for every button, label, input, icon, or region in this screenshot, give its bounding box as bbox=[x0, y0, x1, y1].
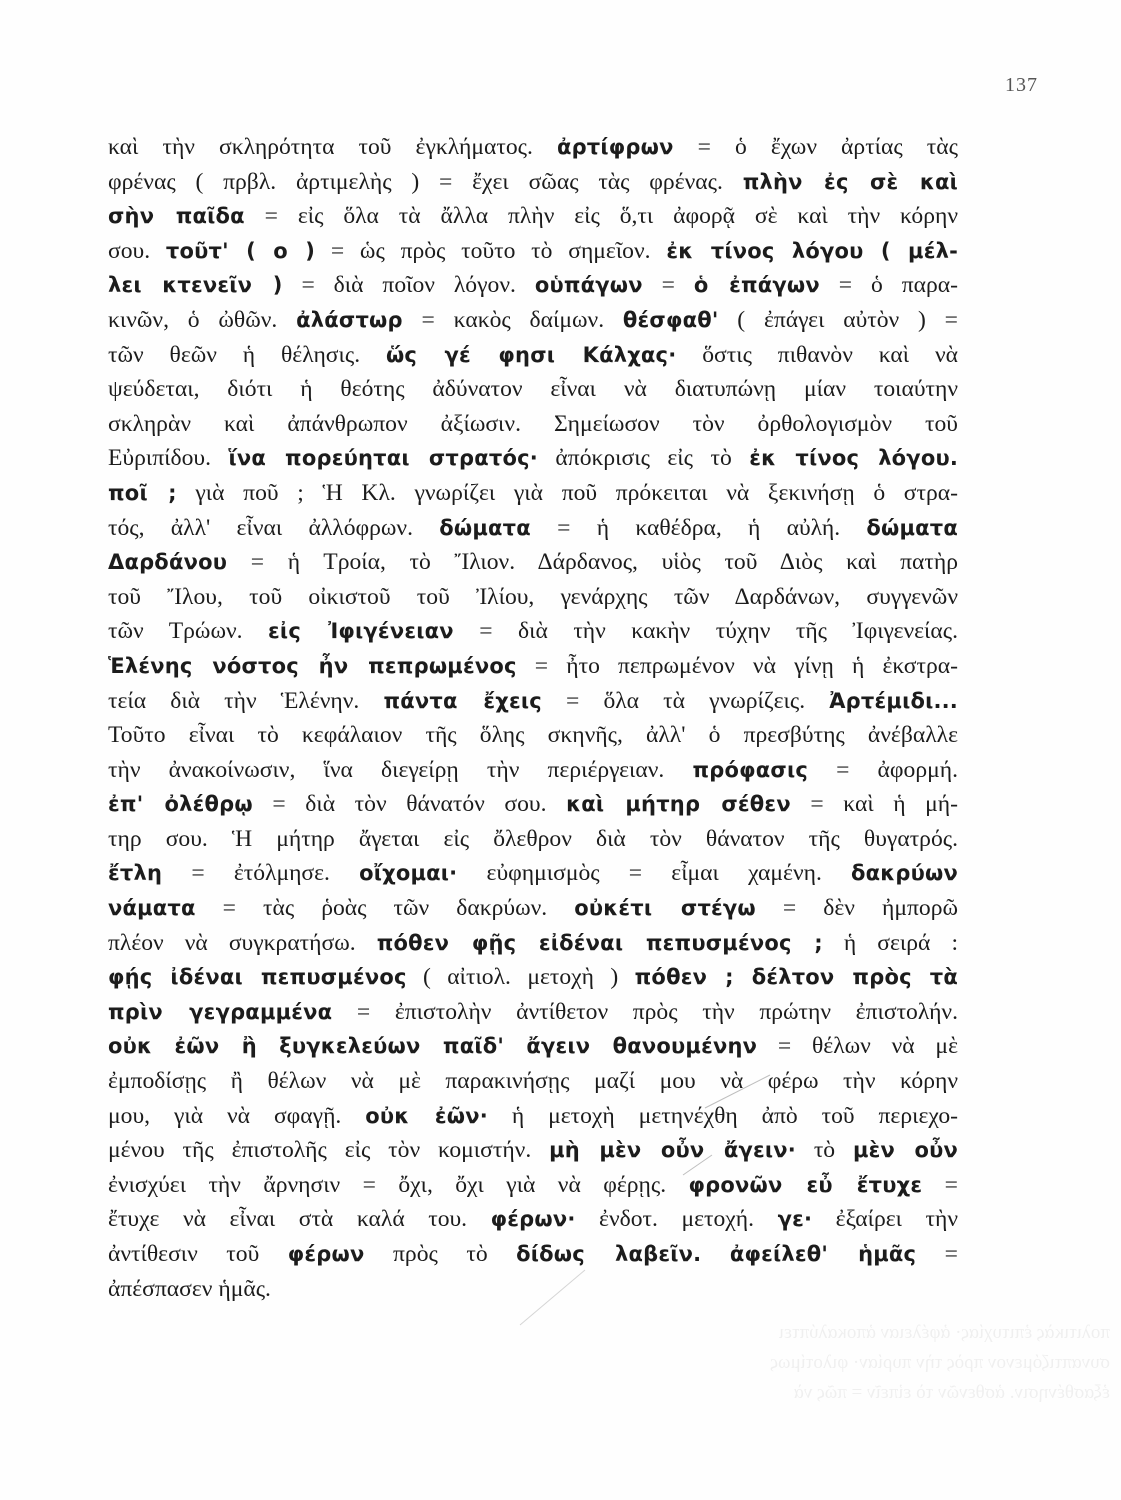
lemma-term: τοῦτ' ( ο ) bbox=[165, 238, 316, 263]
gloss-text: = θέλων νὰ μὲ bbox=[757, 1033, 958, 1060]
lemma-term: δώματα bbox=[866, 515, 958, 540]
text-line bbox=[108, 614, 958, 649]
gloss-text: γιὰ ποῦ ; Ἡ Κλ. γνωρίζει γιὰ ποῦ πρόκειται νὰ ξεκινήσῃ ὁ στρα- bbox=[176, 479, 958, 506]
gloss-text: = ἡ Τροία, τὸ Ἴλιον. Δάρδανος, υἱὸς τοῦ Διὸς καὶ πατὴρ bbox=[227, 549, 958, 576]
text-line bbox=[108, 822, 958, 857]
gloss-text: ὅστις πιθανὸν καὶ νὰ bbox=[676, 341, 958, 368]
gloss-text: = ὁ ἔχων ἀρτίας τὰς bbox=[673, 134, 958, 160]
gloss-text: μου, γιὰ νὰ σφαγῇ. bbox=[108, 1102, 366, 1129]
lemma-term: θέσφαθ' bbox=[622, 307, 719, 332]
lemma-term: ἐκ τίνος λόγου ( μέλ- bbox=[666, 238, 958, 263]
gloss-text: ( αἰτιολ. μετοχὴ ) bbox=[406, 964, 635, 991]
text-line bbox=[108, 545, 958, 580]
lemma-term: οὐκ ἐῶν· bbox=[365, 1103, 488, 1128]
lemma-term: δακρύων bbox=[851, 861, 958, 886]
lemma-term: σὴν παῖδα bbox=[108, 204, 245, 229]
gloss-text: = bbox=[916, 1241, 958, 1267]
text-line bbox=[108, 441, 958, 476]
text-line bbox=[108, 407, 958, 442]
lemma-term: ἀφείλεθ' ἡμᾶς bbox=[729, 1242, 917, 1266]
lemma-term: οἴχομαι· bbox=[359, 861, 458, 886]
lemma-term: ἔτλη bbox=[108, 861, 163, 886]
gloss-text: ἐμποδίσῃς ἢ θέλων νὰ μὲ παρακινήσῃς μαζί μου νὰ φέρω τὴν κόρην bbox=[108, 1068, 958, 1095]
lemma-term: εἰς Ἰφιγένειαν bbox=[268, 619, 454, 644]
gloss-text: ἡ μετοχὴ μετηνέχθη ἀπὸ τοῦ περιεχο- bbox=[487, 1102, 958, 1129]
commentary-text bbox=[108, 130, 958, 1306]
text-line bbox=[108, 1272, 958, 1307]
gloss-text: εὐφημισμὸς = εἶμαι χαμένη. bbox=[457, 860, 852, 887]
text-line bbox=[108, 199, 958, 234]
text-line bbox=[108, 165, 958, 200]
text-line bbox=[108, 303, 958, 338]
text-line bbox=[108, 130, 958, 165]
gloss-text: τοῦ Ἴλου, τοῦ οἰκιστοῦ τοῦ Ἰλίου, γενάρχης τῶν Δαρδάνων, συγγενῶν bbox=[108, 583, 958, 610]
text-line bbox=[108, 234, 958, 269]
gloss-text: = τὰς ῥοὰς τῶν δακρύων. bbox=[195, 895, 575, 922]
gloss-text: τὴν ἀνακοίνωσιν, ἵνα διεγείρῃ τὴν περιέργειαν. bbox=[108, 756, 693, 783]
gloss-text: = bbox=[922, 1171, 958, 1198]
gloss-text: ( ἐπάγει αὐτὸν ) = bbox=[718, 306, 958, 333]
gloss-text: ἐξαίρει τὴν bbox=[812, 1206, 958, 1233]
gloss-text: τηρ σου. Ἡ μήτηρ ἄγεται εἰς ὄλεθρον διὰ τὸν θάνατον τῆς θυγατρός. bbox=[108, 825, 958, 852]
gloss-text: = διὰ τὸν θάνατόν σου. bbox=[252, 791, 567, 818]
lemma-term: πόθεν φῇς εἰδέναι πεπυσμένος ; bbox=[376, 930, 823, 955]
gloss-text: = ὁ παρα- bbox=[819, 272, 958, 299]
show-through-line: συναπτιζόμενον πρὸς τὴν πυρίαν· φιλοτίμως bbox=[770, 1352, 1110, 1373]
text-line bbox=[108, 1029, 958, 1064]
lemma-term: πόθεν ; δέλτον πρὸς τὰ bbox=[634, 965, 958, 990]
gloss-text: = ἐτόλμησε. bbox=[162, 860, 360, 887]
gloss-text: τός, ἀλλ' εἶναι ἀλλόφρων. bbox=[108, 514, 440, 541]
text-line bbox=[108, 1133, 958, 1168]
gloss-text: = ὡς πρὸς τοῦτο τὸ σημεῖον. bbox=[315, 237, 667, 264]
lemma-term: ἀρτίφρων bbox=[556, 135, 674, 159]
gloss-text: τεία διὰ τὴν Ἑλένην. bbox=[108, 687, 384, 714]
text-line bbox=[108, 1099, 958, 1134]
show-through-text bbox=[690, 1318, 1110, 1408]
lemma-term: δίδως λαβεῖν. bbox=[516, 1242, 702, 1266]
text-line bbox=[108, 684, 958, 719]
page-number: 137 bbox=[1005, 74, 1038, 96]
lemma-term: φέρων· bbox=[490, 1207, 576, 1232]
gloss-text: ψεύδεται, διότι ἡ θεότης ἀδύνατον εἶναι νὰ διατυπώνῃ μίαν τοιαύτην bbox=[108, 376, 958, 403]
text-line bbox=[108, 787, 958, 822]
gloss-text: ἀπέσπασεν ἡμᾶς. bbox=[108, 1275, 271, 1302]
gloss-text: ἡ σειρά : bbox=[822, 929, 958, 956]
gloss-text: τῶν θεῶν ἡ θέλησις. bbox=[108, 341, 386, 368]
lemma-term: ἐκ τίνος λόγου. bbox=[749, 446, 958, 471]
text-line bbox=[108, 1202, 958, 1237]
lemma-term: φῄς ἰδέναι πεπυσμένος bbox=[108, 965, 407, 990]
show-through-line: ἐξασθένησιν. ἀσθενῶν τὸ εἰπεῖν = πῶς νὰ bbox=[793, 1382, 1110, 1403]
lemma-term: οὐκ ἐῶν ἢ ξυγκελεύων παῖδ' ἄγειν θανουμένην bbox=[108, 1034, 758, 1059]
gloss-text: καὶ τὴν σκληρότητα τοῦ ἐγκλήματος. bbox=[108, 134, 557, 160]
gloss-text: = ἡ καθέδρα, ἡ αὐλή. bbox=[530, 514, 867, 541]
lemma-term: μὲν οὖν bbox=[852, 1138, 958, 1163]
lemma-term: Ἀρτέμιδι... bbox=[829, 688, 958, 713]
text-line bbox=[108, 649, 958, 684]
gloss-text: σου. bbox=[108, 237, 166, 264]
gloss-text: πρὸς τὸ bbox=[364, 1241, 517, 1267]
text-line bbox=[108, 1168, 958, 1203]
lemma-term: ὥς γέ φησι Κάλχας· bbox=[385, 342, 677, 367]
gloss-text: ἐνδοτ. μετοχή. bbox=[575, 1206, 778, 1233]
lemma-term: Δαρδάνου bbox=[108, 550, 228, 575]
lemma-term: γε· bbox=[777, 1207, 813, 1232]
gloss-text: = διὰ ποῖον λόγον. bbox=[282, 272, 535, 299]
text-line bbox=[108, 856, 958, 891]
text-line bbox=[108, 372, 958, 407]
text-line bbox=[108, 926, 958, 961]
lemma-term: φέρων bbox=[287, 1242, 365, 1266]
lemma-term: πρὶν γεγραμμένα bbox=[108, 999, 333, 1024]
lemma-term: ἵνα πορεύηται στρατός· bbox=[228, 446, 538, 471]
gloss-text: = δὲν ἠμπορῶ bbox=[755, 895, 958, 922]
gloss-text: σκληρὰν καὶ ἀπάνθρωπον ἀξίωσιν. Σημείωσον τὸν ὀρθολογισμὸν τοῦ bbox=[108, 410, 958, 437]
text-line bbox=[108, 960, 958, 995]
text-line bbox=[108, 511, 958, 546]
gloss-text: τὸ bbox=[795, 1137, 853, 1164]
gloss-text: = καὶ ἡ μή- bbox=[790, 791, 958, 818]
gloss-text bbox=[701, 1241, 730, 1267]
lemma-term: λει κτενεῖν ) bbox=[108, 273, 283, 298]
lemma-term: φρονῶν εὖ ἔτυχε bbox=[688, 1172, 923, 1197]
text-line bbox=[108, 580, 958, 615]
gloss-text: = bbox=[642, 272, 694, 299]
gloss-text: μένου τῆς ἐπιστολῆς εἰς τὸν κομιστήν. bbox=[108, 1137, 550, 1164]
text-line bbox=[108, 891, 958, 926]
lemma-term: καὶ μήτηρ σέθεν bbox=[566, 792, 791, 817]
lemma-term: ἀλάστωρ bbox=[296, 307, 403, 332]
text-line bbox=[108, 753, 958, 788]
lemma-term: ποῖ ; bbox=[108, 480, 177, 505]
text-line bbox=[108, 1064, 958, 1099]
gloss-text: ἐνισχύει τὴν ἄρνησιν = ὄχι, ὄχι γιὰ νὰ φέρῃς. bbox=[108, 1171, 689, 1198]
gloss-text: τῶν Τρώων. bbox=[108, 618, 269, 645]
lemma-term: δώματα bbox=[439, 515, 531, 540]
lemma-term: πρόφασις bbox=[692, 757, 808, 782]
gloss-text: = εἰς ὅλα τὰ ἄλλα πλὴν εἰς ὅ,τι ἀφορᾷ σὲ καὶ τὴν κόρην bbox=[244, 203, 958, 230]
gloss-text: πλέον νὰ συγκρατήσω. bbox=[108, 929, 377, 956]
text-line bbox=[108, 995, 958, 1030]
gloss-text: ἀπόκρισις εἰς τὸ bbox=[537, 445, 750, 472]
gloss-text: = ὅλα τὰ γνωρίζεις. bbox=[541, 687, 830, 714]
gloss-text: = ἦτο πεπρωμένον νὰ γίνῃ ἡ ἐκστρα- bbox=[516, 652, 958, 679]
lemma-term: μὴ μὲν οὖν ἄγειν· bbox=[549, 1138, 796, 1163]
gloss-text: κινῶν, ὁ ὠθῶν. bbox=[108, 306, 297, 333]
text-line bbox=[108, 476, 958, 511]
text-line bbox=[108, 718, 958, 753]
gloss-text: = διὰ τὴν κακὴν τύχην τῆς Ἰφιγενείας. bbox=[453, 618, 959, 645]
gloss-text: Τοῦτο εἶναι τὸ κεφάλαιον τῆς ὅλης σκηνῆς, ἀλλ' ὁ πρεσβύτης ἀνέβαλλε bbox=[108, 722, 958, 749]
text-line bbox=[108, 268, 958, 303]
gloss-text: = κακὸς δαίμων. bbox=[402, 306, 623, 333]
gloss-text: ἀντίθεσιν τοῦ bbox=[108, 1241, 288, 1267]
gloss-text: Εὐριπίδου. bbox=[108, 445, 229, 472]
gloss-text: = ἐπιστολὴν ἀντίθετον πρὸς τὴν πρώτην ἐπιστολήν. bbox=[332, 998, 958, 1025]
gloss-text: = ἀφορμή. bbox=[807, 756, 958, 783]
lemma-term: πάντα ἔχεις bbox=[383, 688, 542, 713]
lemma-term: πλὴν ἐς σὲ καὶ bbox=[742, 169, 958, 194]
text-line bbox=[108, 338, 958, 373]
lemma-term: οὑπάγων bbox=[534, 273, 643, 298]
lemma-term: οὐκέτι στέγω bbox=[574, 896, 756, 921]
show-through-line: πολιτικὰς ἐπιτυχίας· ἀφέλειαν ἀποκαλύπτει bbox=[778, 1322, 1110, 1343]
lemma-term: ἐπ' ὀλέθρῳ bbox=[108, 792, 253, 817]
gloss-text: φρένας ( πρβλ. ἀρτιμελὴς ) = ἔχει σῶας τὰς φρένας. bbox=[108, 168, 743, 195]
lemma-term: Ἑλένης νόστος ἦν πεπρωμένος bbox=[108, 653, 517, 678]
lemma-term: ὁ ἐπάγων bbox=[693, 273, 820, 298]
lemma-term: νάματα bbox=[108, 896, 196, 921]
text-line bbox=[108, 1237, 958, 1272]
gloss-text: ἔτυχε νὰ εἶναι στὰ καλά του. bbox=[108, 1206, 491, 1233]
